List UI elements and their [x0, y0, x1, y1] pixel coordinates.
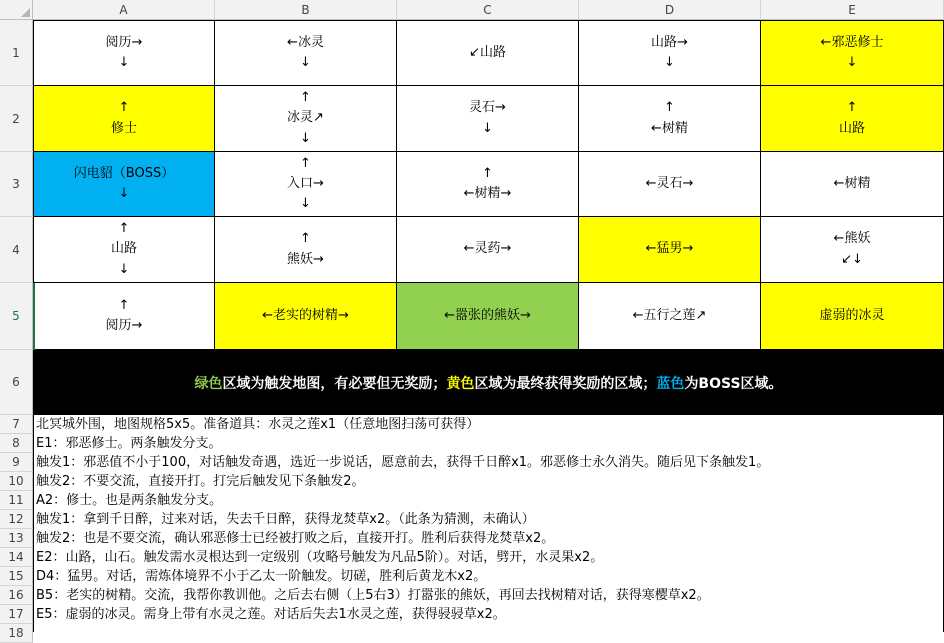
note-line[interactable]: 触发1：拿到千日醉，过来对话，失去千日醉，获得龙焚草x2。（此条为猜测，未确认）	[36, 512, 535, 527]
row-header-3[interactable]: 3	[0, 152, 33, 217]
map-cell-d3[interactable]: ←灵石→	[579, 152, 761, 217]
row-header-4[interactable]: 4	[0, 217, 33, 283]
map-cell-a4[interactable]: ↑ 山路 ↓	[33, 217, 215, 283]
map-cell-d1[interactable]: 山路→ ↓	[579, 20, 761, 86]
note-line[interactable]: 触发2：不要交流，直接开打。打完后触发见下条触发2。	[36, 474, 365, 489]
map-cell-b1[interactable]: ←冰灵 ↓	[215, 20, 397, 86]
legend-green-label: 绿色	[194, 375, 223, 392]
map-cell-a1[interactable]: 阅历→ ↓	[33, 20, 215, 86]
map-cell-a2[interactable]: ↑ 修士	[33, 86, 215, 152]
map-cell-e4[interactable]: ←熊妖 ↙↓	[761, 217, 944, 283]
select-all-corner[interactable]	[0, 0, 33, 20]
row-header-16[interactable]: 16	[0, 586, 33, 605]
row-header-5[interactable]: 5	[0, 283, 33, 350]
note-line[interactable]: E2：山路，山石。触发需水灵根达到一定级别（攻略号触发为凡品5阶）。对话，劈开，水灵果x2。	[36, 550, 604, 565]
note-line[interactable]: D4：猛男。对话，需炼体境界不小于乙太一阶触发。切磋，胜利后黄龙木x2。	[36, 569, 487, 584]
note-line[interactable]: 触发2：也是不要交流，确认邪恶修士已经被打败之后，直接开打。胜利后获得龙焚草x2。	[36, 531, 555, 546]
column-header-a[interactable]: A	[33, 0, 215, 20]
map-cell-e2[interactable]: ↑ 山路	[761, 86, 944, 152]
map-cell-b3[interactable]: ↑ 入口→ ↓	[215, 152, 397, 217]
map-cell-e5[interactable]: 虚弱的冰灵	[761, 283, 944, 350]
note-line[interactable]: E1：邪恶修士。两条触发分支。	[36, 436, 222, 451]
note-line[interactable]: E5：虚弱的冰灵。需身上带有水灵之莲。对话后失去1水灵之莲，获得骎骎草x2。	[36, 607, 506, 622]
row-header-13[interactable]: 13	[0, 529, 33, 548]
map-cell-b5[interactable]: ←老实的树精→	[215, 283, 397, 350]
column-header-d[interactable]: D	[579, 0, 761, 20]
map-cell-d2[interactable]: ↑ ←树精	[579, 86, 761, 152]
row-header-17[interactable]: 17	[0, 605, 33, 624]
legend-blue-desc: 为BOSS区域。	[684, 375, 783, 392]
map-cell-c3[interactable]: ↑ ←树精→	[397, 152, 579, 217]
map-cell-e1[interactable]: ←邪恶修士 ↓	[761, 20, 944, 86]
row-header-14[interactable]: 14	[0, 548, 33, 567]
row-header-9[interactable]: 9	[0, 453, 33, 472]
row-header-2[interactable]: 2	[0, 86, 33, 152]
row-header-6[interactable]: 6	[0, 350, 33, 415]
note-line[interactable]: B5：老实的树精。交流，我帮你教训他。之后去右侧（上5右3）打嚣张的熊妖，再回去找树精对话，获得寒樱草x2。	[36, 588, 710, 603]
map-cell-c4[interactable]: ←灵药→	[397, 217, 579, 283]
map-cell-d4[interactable]: ←猛男→	[579, 217, 761, 283]
row-header-8[interactable]: 8	[0, 434, 33, 453]
note-line[interactable]: 触发1：邪恶值不小于100，对话触发奇遇，选近一步说话，愿意前去，获得千日醉x1。邪恶修士永久消失。随后见下条触发1。	[36, 455, 770, 470]
row-header-11[interactable]: 11	[0, 491, 33, 510]
map-cell-c1[interactable]: ↙山路	[397, 20, 579, 86]
row-header-10[interactable]: 10	[0, 472, 33, 491]
column-header-b[interactable]: B	[215, 0, 397, 20]
row-header-7[interactable]: 7	[0, 415, 33, 434]
legend-green-desc: 区域为触发地图，有必要但无奖励；	[222, 375, 447, 392]
legend-yellow-desc: 区域为最终获得奖励的区域；	[474, 375, 657, 392]
row-header-18[interactable]: 18	[0, 624, 33, 643]
note-line[interactable]: A2：修士。也是两条触发分支。	[36, 493, 223, 508]
row-header-15[interactable]: 15	[0, 567, 33, 586]
legend-banner[interactable]	[33, 350, 944, 415]
note-line[interactable]: 北冥城外围，地图规格5x5。准备道具：水灵之莲x1（任意地图扫荡可获得）	[36, 417, 480, 432]
row-header-12[interactable]: 12	[0, 510, 33, 529]
legend-blue-label: 蓝色	[656, 375, 685, 392]
map-cell-a3[interactable]: 闪电貂（BOSS） ↓	[33, 152, 215, 217]
map-cell-a5[interactable]: ↑ 阅历→	[33, 283, 215, 350]
column-header-c[interactable]: C	[397, 0, 579, 20]
map-cell-b2[interactable]: ↑ 冰灵↗ ↓	[215, 86, 397, 152]
map-cell-b4[interactable]: ↑ 熊妖→	[215, 217, 397, 283]
map-cell-c2[interactable]: 灵石→ ↓	[397, 86, 579, 152]
map-cell-d5[interactable]: ←五行之莲↗	[579, 283, 761, 350]
map-cell-c5[interactable]: ←嚣张的熊妖→	[397, 283, 579, 350]
map-cell-e3[interactable]: ←树精	[761, 152, 944, 217]
row-header-1[interactable]: 1	[0, 20, 33, 86]
column-header-e[interactable]: E	[761, 0, 944, 20]
legend-yellow-label: 黄色	[446, 375, 475, 392]
